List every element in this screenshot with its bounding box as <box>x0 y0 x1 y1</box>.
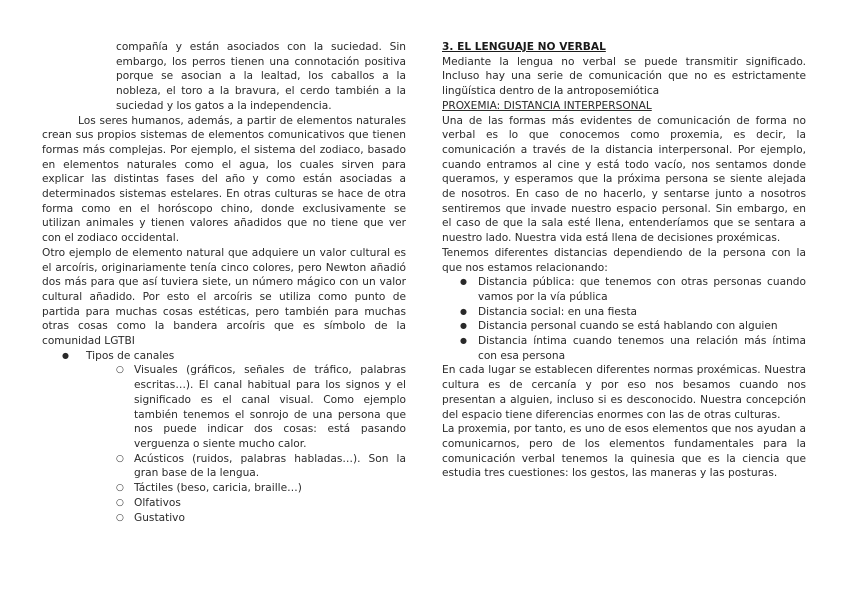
zodiac-paragraph: Los seres humanos, además, a partir de elementos naturales crean sus propios sistemas de elementos comunicativos que tienen formas más complejas. Por ejemplo, el sistema del zodiaco, basado en elementos naturales como el agua, los cuales sirven para explicar las distintas fases del año y como están asociadas a determinados sistemas estelares. En otras culturas se hace de otra forma como en el horóscopo chino, donde exclusivamente se utilizan animales y tienen valores añadidos que no tiene que ver con el zodiaco occidental. <box>42 114 406 245</box>
right-column <box>442 40 806 481</box>
channels-title: ● Tipos de canales ○ Visuales (gráficos, señales de tráfico, palabras escritas…). El canal habitual para los signos y el significado es el canal visual. Como ejemplo también tenemos el sonrojo de una persona que nos puede indicar dos cosas: está pasando verguenza o siente mucho calor. ○ Acústicos (ruidos, palabras habladas…). Son la gran base de la lengua. ○ Táctiles (beso, caricia, braille…) ○ Olfativos ○ Gustativo <box>62 349 406 525</box>
channels-list <box>62 349 406 525</box>
proxemia-subheading: PROXEMIA: DISTANCIA INTERPERSONAL <box>442 99 652 112</box>
distances-intro: Tenemos diferentes distancias dependiendo de la persona con la que nos estamos relacionando: <box>442 246 806 274</box>
channel-item: ○ Olfativos <box>116 496 406 511</box>
rainbow-paragraph: Otro ejemplo de elemento natural que adquiere un valor cultural es el arcoíris, originariamente tenía cinco colores, pero Newton añadió dos más para que así tuviera siete, un número mágico con un valor cultural añadido. Por esto el arcoíris se utiliza como punto de partida para muchas cosas estéticas, pero también para muchas otras cosas como la bandera arcoíris que es símbolo de la comunidad LGTBI <box>42 246 406 348</box>
channel-item: ○ Acústicos (ruidos, palabras habladas…). Son la gran base de la lengua. <box>116 452 406 481</box>
intro-paragraph: compañía y están asociados con la suciedad. Sin embargo, los perros tienen una connotación positiva porque se asocian a la lealtad, los caballos a la nobleza, el toro a la bravura, el cerdo también a la suciedad y los gatos a la independencia. <box>116 41 406 112</box>
distances-list <box>442 275 806 363</box>
culture-paragraph: En cada lugar se establecen diferentes normas proxémicas. Nuestra cultura es de cercanía y por eso nos besamos cuando nos presentan a alguien, incluso si es desconocido. Nuestra concepción del espacio tiene diferencias enormes con las de otras culturas. <box>442 364 806 421</box>
channel-item: ○ Táctiles (beso, caricia, braille…) <box>116 481 406 496</box>
distance-item: ● Distancia social: en una fiesta <box>442 305 806 320</box>
kinesics-paragraph: La proxemia, por tanto, es uno de esos elementos que nos ayudan a comunicarnos, pero de los elementos fundamentales para la comunicación verbal tenemos la quinesia que es la ciencia que estudia tres cuestiones: los gestos, las maneras y las posturas. <box>442 423 806 480</box>
channel-item: ○ Visuales (gráficos, señales de tráfico, palabras escritas…). El canal habitual para los signos y el significado es el canal visual. Como ejemplo también tenemos el sonrojo de una persona que nos puede indicar dos cosas: está pasando verguenza o siente mucho calor. <box>116 363 406 451</box>
left-column <box>42 40 406 525</box>
distance-item: ● Distancia pública: que tenemos con otras personas cuando vamos por la vía pública <box>442 275 806 304</box>
channels-sublist <box>116 363 406 525</box>
channel-item: ○ Gustativo <box>116 511 406 526</box>
nonverbal-intro: Mediante la lengua no verbal se puede transmitir significado. Incluso hay una serie de comunicación que no es estrictamente lingüística dentro de la antroposemiótica <box>442 55 806 98</box>
section-heading: 3. EL LENGUAJE NO VERBAL <box>442 41 606 53</box>
proxemia-paragraph: Una de las formas más evidentes de comunicación de forma no verbal es lo que conocemos como proxemia, es decir, la comunicación a través de la distancia interpersonal. Por ejemplo, cuando entramos al cine y está todo vacío, nos sentamos donde queramos, y esperamos que la próxima persona se siente alejada de nosotros. En caso de no hacerlo, y sentarse junto a nosotros sentiremos que invade nuestro espacio personal. Sin embargo, en el caso de que la sala esté llena, entenderíamos que se sentara a nuestro lado. Nuestra vida está llena de decisiones proxémicas. <box>442 114 806 245</box>
distance-item: ● Distancia personal cuando se está hablando con alguien <box>442 319 806 334</box>
distance-item: ● Distancia íntima cuando tenemos una relación más íntima con esa persona <box>442 334 806 363</box>
